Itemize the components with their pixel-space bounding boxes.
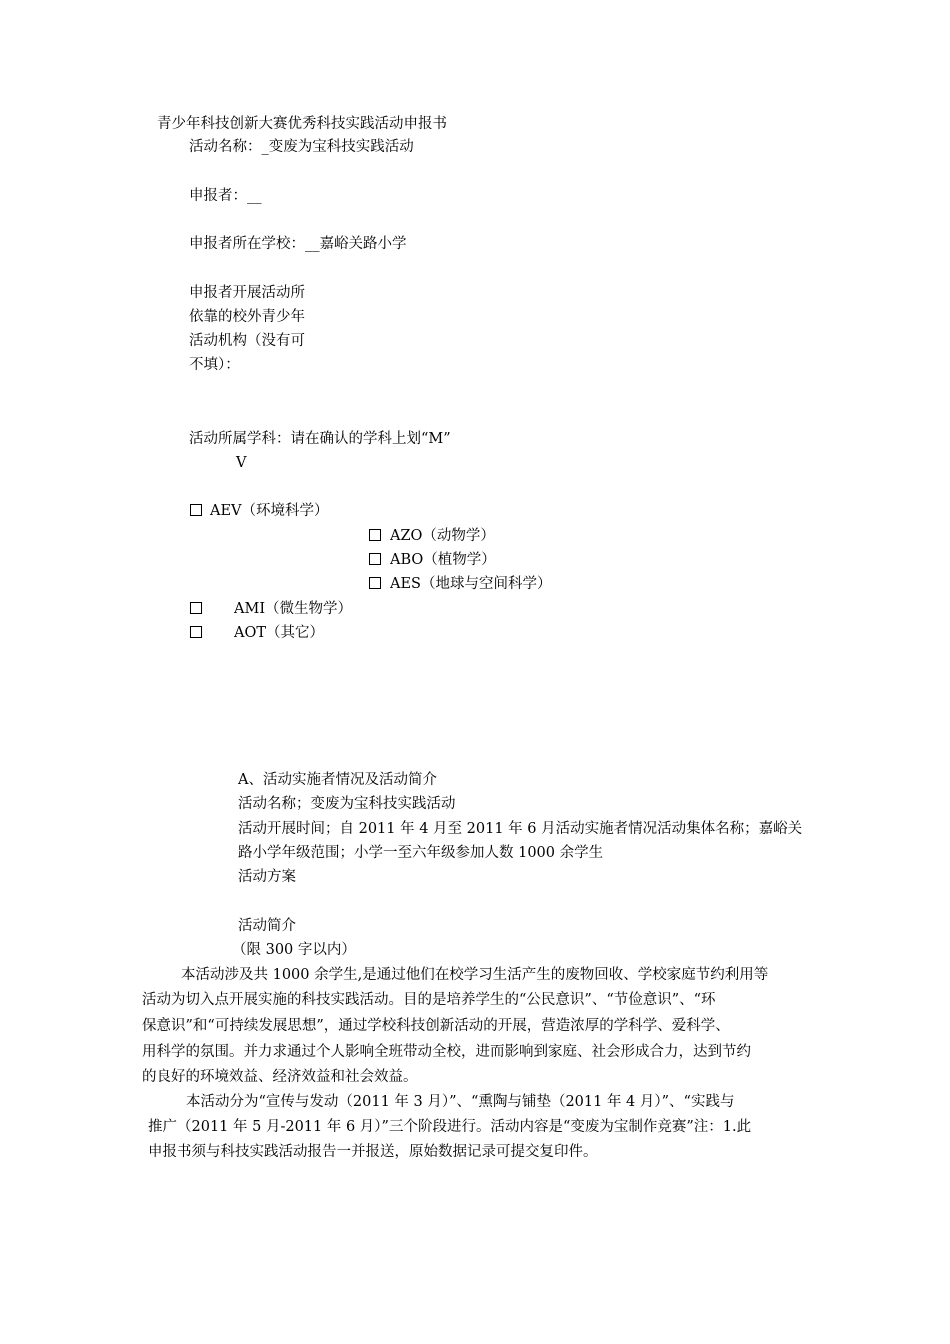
subject-option-label: AZO（动物学） [390,528,495,544]
subject-option-label: AOT（其它） [234,625,325,641]
intro-limit: （限 300 字以内） [232,942,356,958]
body-para1-line1: 本活动涉及共 1000 余学生,是通过他们在校学习生活产生的废物回收、学校家庭节约利用等 [181,967,769,983]
body-para1-line4: 用科学的氛围。并力求通过个人影响全班带动全校，进而影响到家庭、社会形成合力，达到节约 [142,1044,751,1060]
body-para2-line2: 推广（2011 年 5 月-2011 年 6 月）”三个阶段进行。活动内容是“变废为宝制作竞赛”注：1.此 [148,1119,752,1135]
checkbox[interactable] [369,529,381,541]
checkbox[interactable] [190,504,202,516]
subject-prompt: 活动所属学科：请在确认的学科上划“M” [189,431,451,447]
subject-option-ami[interactable] [190,599,353,619]
applicant-line: 申报者：__ [189,188,262,204]
subject-option-aes[interactable] [369,574,552,594]
section-a-name-line: 活动名称；变废为宝科技实践活动 [238,796,456,812]
org-line-3: 活动机构（没有可 [189,333,305,349]
org-line-4: 不填）： [189,357,240,373]
activity-name-line: 活动名称：_变废为宝科技实践活动 [189,139,414,155]
body-para1-line2: 活动为切入点开展实施的科技实践活动。目的是培养学生的“公民意识”、“节俭意识”、“环 [142,992,716,1008]
subject-option-abo[interactable] [369,550,496,570]
checkbox[interactable] [369,553,381,565]
subject-option-label: AES（地球与空间科学） [390,576,552,592]
body-para1-line5: 的良好的环境效益、经济效益和社会效益。 [142,1069,418,1085]
subject-option-aev[interactable] [190,501,329,521]
subject-option-label: ABO（植物学） [390,552,496,568]
checkbox[interactable] [369,577,381,589]
subject-mark: V [236,455,247,471]
activity-plan-label: 活动方案 [238,869,296,885]
subject-option-label: AEV（环境科学） [210,503,329,519]
subject-option-label: AMI（微生物学） [234,601,353,617]
body-para1-line3: 保意识”和“可持续发展思想”，通过学校科技创新活动的开展，营造浓厚的学科学、爱科学、 [142,1018,730,1034]
subject-option-aot[interactable] [190,623,325,643]
body-para2-line3: 申报书须与科技实践活动报告一并报送，原始数据记录可提交复印件。 [148,1144,598,1160]
org-line-2: 依靠的校外青少年 [189,309,305,325]
checkbox[interactable] [190,602,202,614]
intro-title: 活动简介 [238,918,296,934]
section-a-time-line-1: 活动开展时间；自 2011 年 4 月至 2011 年 6 月活动实施者情况活动集体名称；嘉峪关 [238,821,803,837]
school-line: 申报者所在学校：__嘉峪关路小学 [189,236,407,252]
body-para2-line1: 本活动分为“宣传与发动（2011 年 3 月）”、“熏陶与铺垫（2011 年 4 月）”、“实践与 [186,1094,735,1110]
section-a-heading: A、活动实施者情况及活动简介 [238,772,437,788]
checkbox[interactable] [190,626,202,638]
org-line-1: 申报者开展活动所 [189,285,305,301]
section-a-time-line-2: 路小学年级范围；小学一至六年级参加人数 1000 余学生 [238,845,604,861]
document-title: 青少年科技创新大赛优秀科技实践活动申报书 [157,116,447,132]
subject-option-azo[interactable] [369,526,495,546]
